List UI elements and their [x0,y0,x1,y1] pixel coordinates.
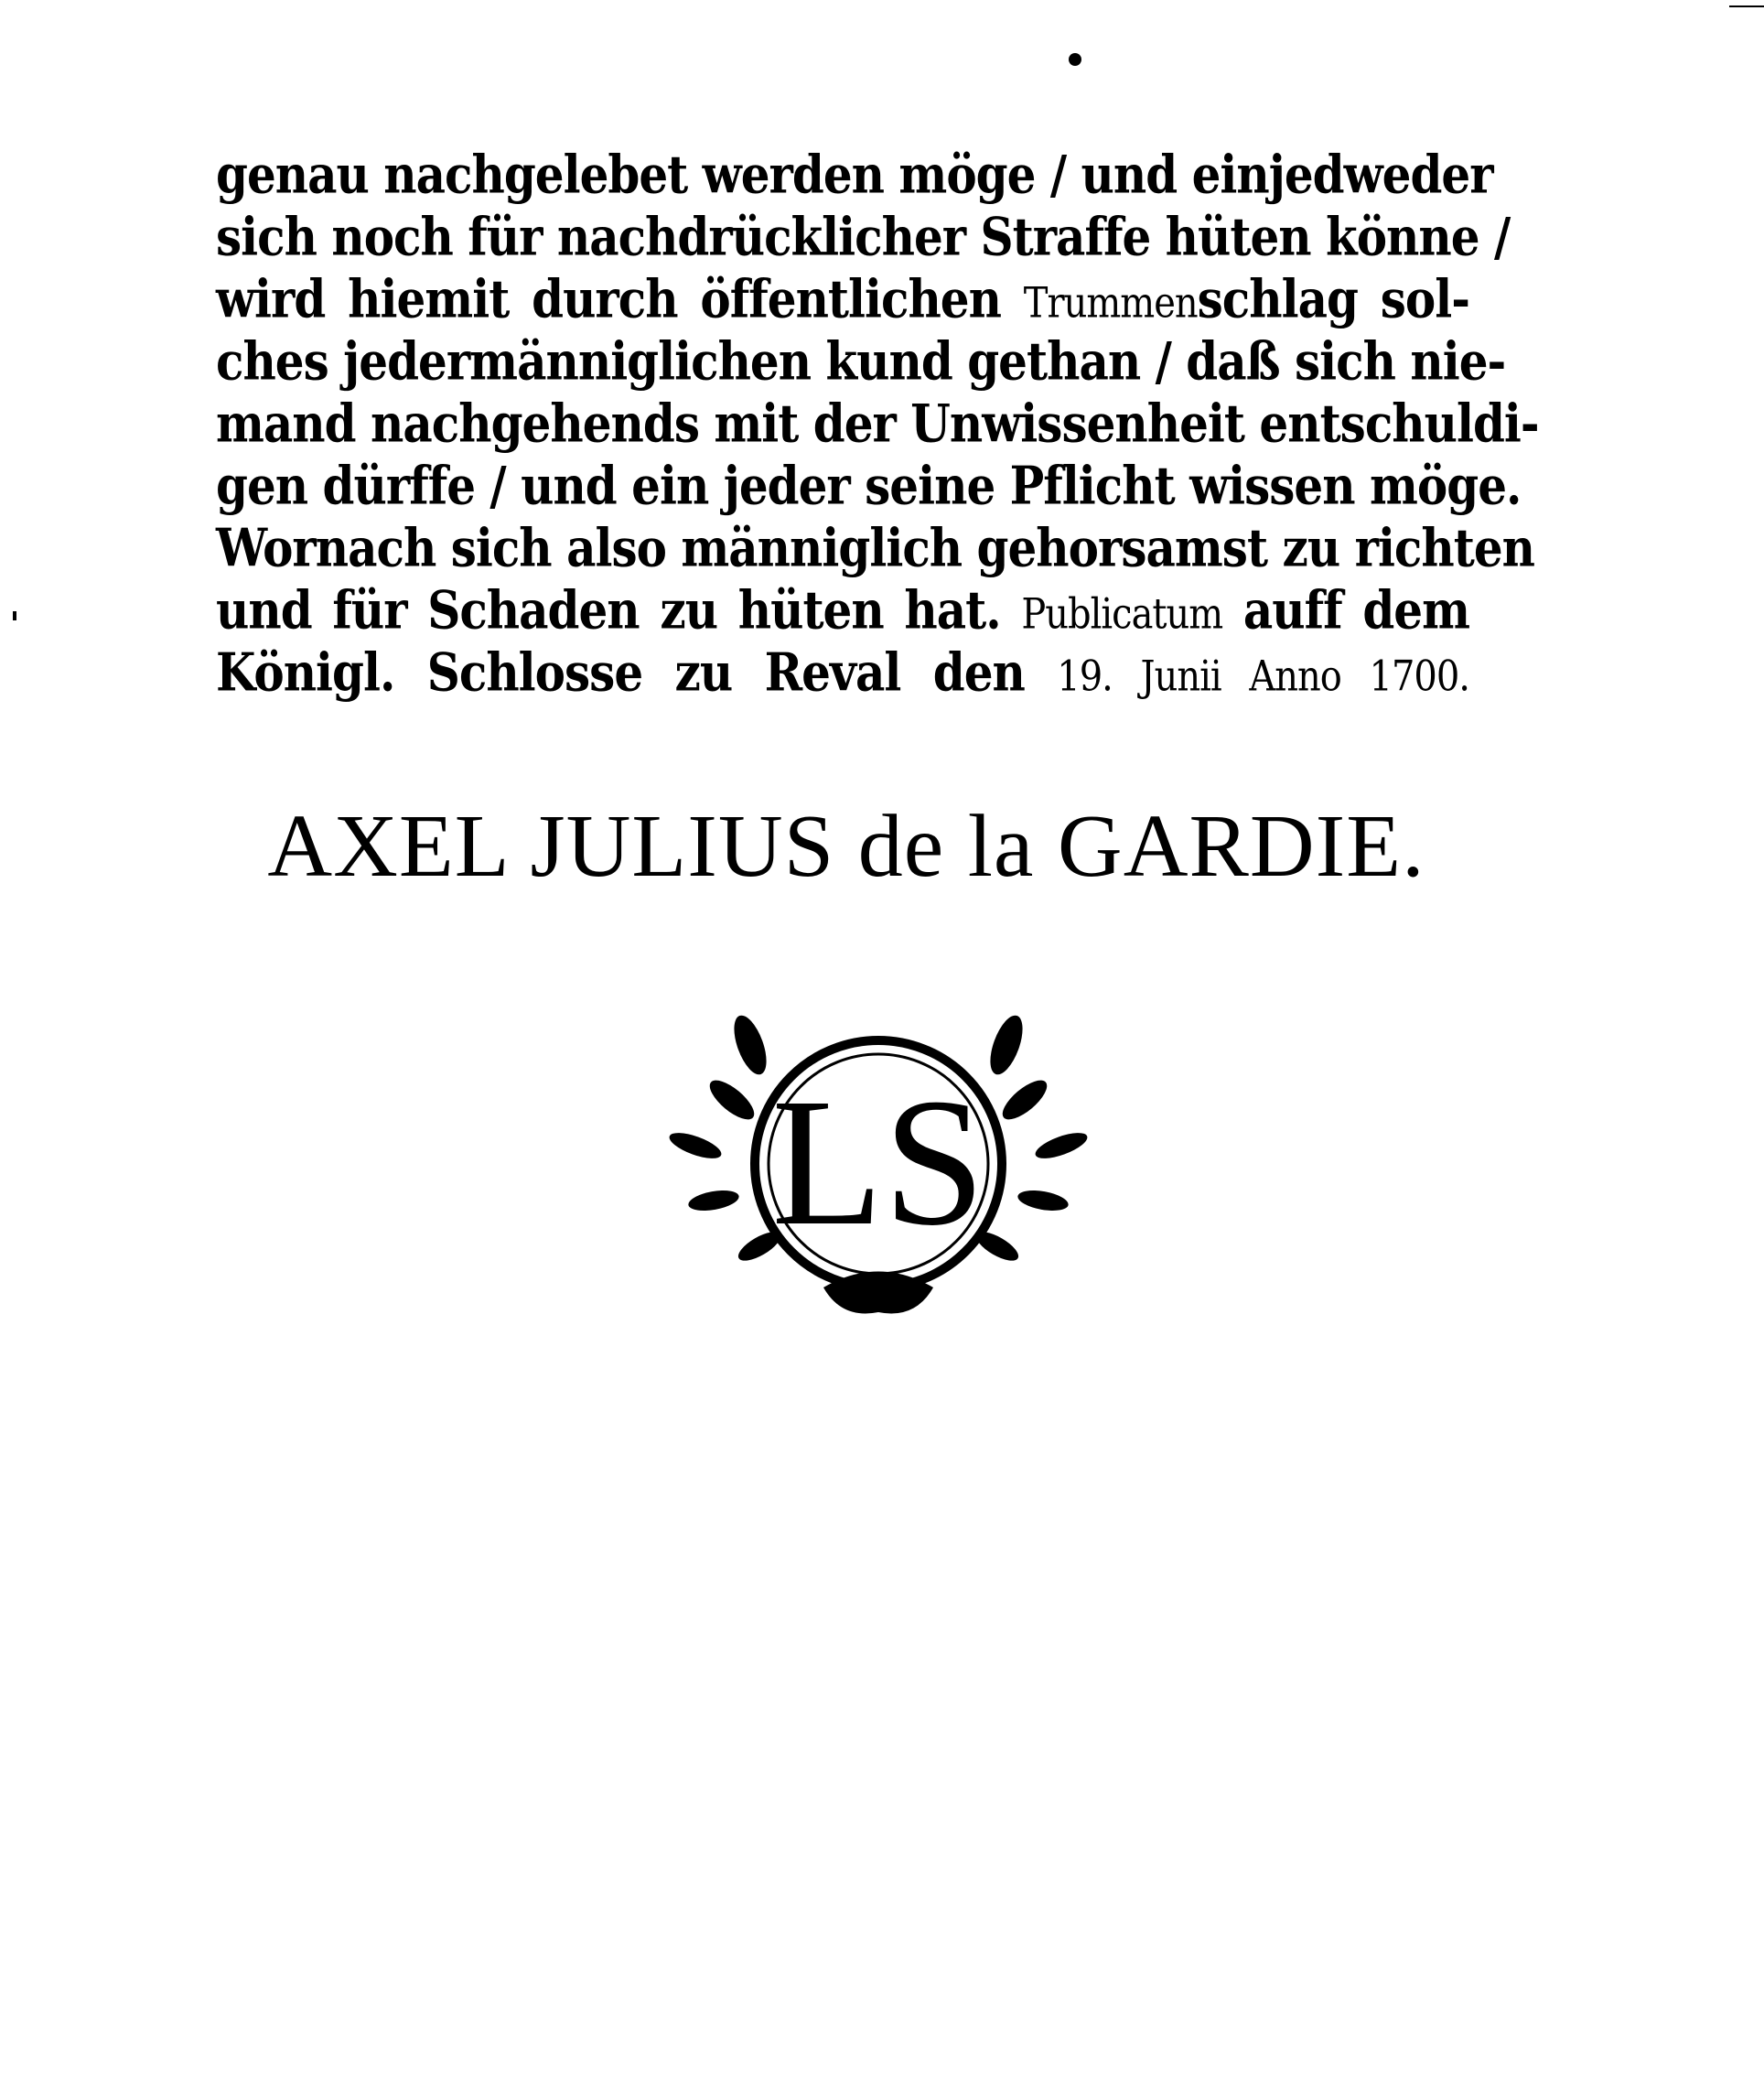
text-segment: auff dem [1222,578,1469,641]
text-segment: und für Schaden zu hüten hat. [216,578,1022,641]
text-line [216,264,1469,335]
text-segment: schlag sol- [1197,267,1469,330]
text-line: mand nachgehends mit der Unwissenheit entschuldi- [216,392,1539,455]
text-line: ches jedermänniglichen kund gethan / daß sich nie- [216,329,1506,393]
latin-segment: Trummen [1023,279,1198,329]
seal-letters: LS [771,1061,985,1264]
text-line: Wornach sich also männiglich gehorsamst zu richten [216,516,1534,579]
text-line [216,575,1469,646]
text-line: genau nachgelebet werden möge / und einjedweder [216,143,1493,206]
edge-mark [1729,5,1764,7]
text-line [216,637,1469,708]
text-line: sich noch für nachdrücklicher Straffe hüten könne / [216,205,1511,268]
latin-segment: Publicatum [1021,590,1223,640]
text-line: gen dürffe / und ein jeder seine Pflicht wissen möge. [216,454,1522,517]
text-segment: wird hiemit durch öffentlichen [216,267,1024,330]
signature: AXEL JULIUS de la GARDIE. [267,797,1425,896]
margin-mark [13,611,16,620]
locus-sigilli-seal-icon [640,972,1116,1329]
text-segment: Königl. Schlosse zu Reval den [216,641,1058,704]
latin-segment: 19. Junii Anno 1700. [1057,652,1470,702]
proclamation-text [216,139,1539,704]
ink-dot [1069,53,1081,66]
